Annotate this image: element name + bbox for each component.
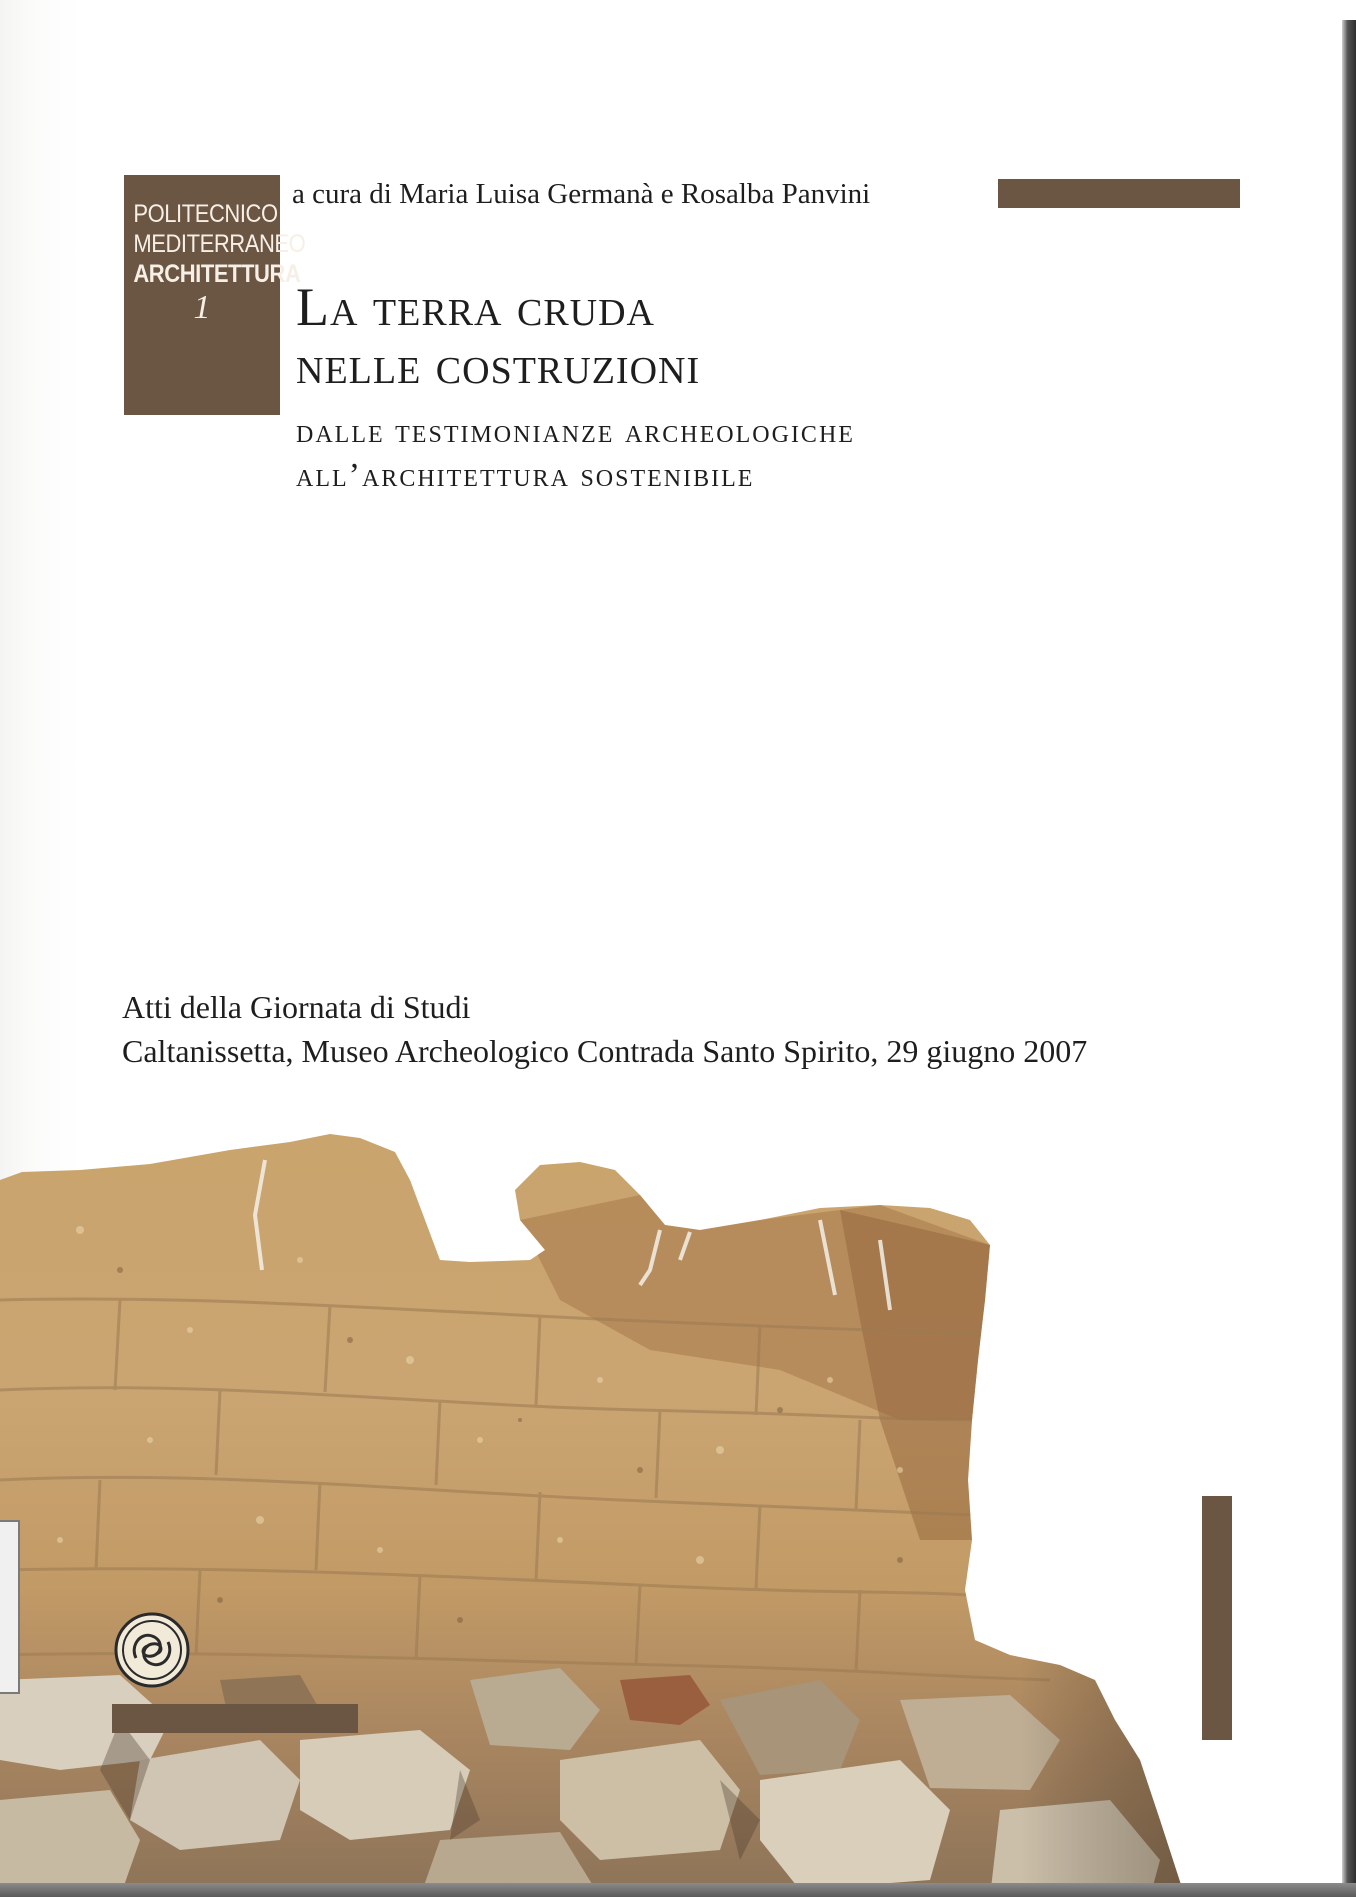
proceedings-info — [122, 985, 1087, 1073]
book-subtitle — [296, 410, 855, 498]
decorative-bar-bottom — [112, 1704, 358, 1733]
decorative-bar-top — [998, 179, 1240, 208]
book-title — [296, 278, 700, 394]
series-line-1: POLITECNICO — [133, 200, 278, 228]
proceedings-line-1: Atti della Giornata di Studi — [122, 989, 471, 1025]
editors-line: a cura di Maria Luisa Germanà e Rosalba Panvini — [292, 178, 871, 210]
scan-bottom-edge — [0, 1883, 1356, 1897]
series-line-2: MEDITERRANEO — [133, 230, 306, 258]
subtitle-line-1: dalle testimonianze archeologiche — [296, 413, 855, 450]
decorative-bar-right — [1202, 1496, 1232, 1740]
title-line-1: La terra cruda — [296, 277, 656, 337]
earth-wall-photo — [0, 1120, 1200, 1897]
series-badge — [124, 175, 306, 415]
library-sticker — [0, 1520, 20, 1694]
title-line-2: nelle costruzioni — [296, 335, 701, 395]
proceedings-line-2: Caltanissetta, Museo Archeologico Contrada Santo Spirito, 29 giugno 2007 — [122, 1033, 1088, 1069]
publisher-logo-icon — [112, 1610, 192, 1690]
scan-right-edge — [1342, 20, 1356, 1897]
series-line-3: ARCHITETTURA — [133, 260, 301, 288]
series-number: 1 — [193, 289, 211, 326]
subtitle-line-2: all’architettura sostenibile — [296, 457, 755, 494]
